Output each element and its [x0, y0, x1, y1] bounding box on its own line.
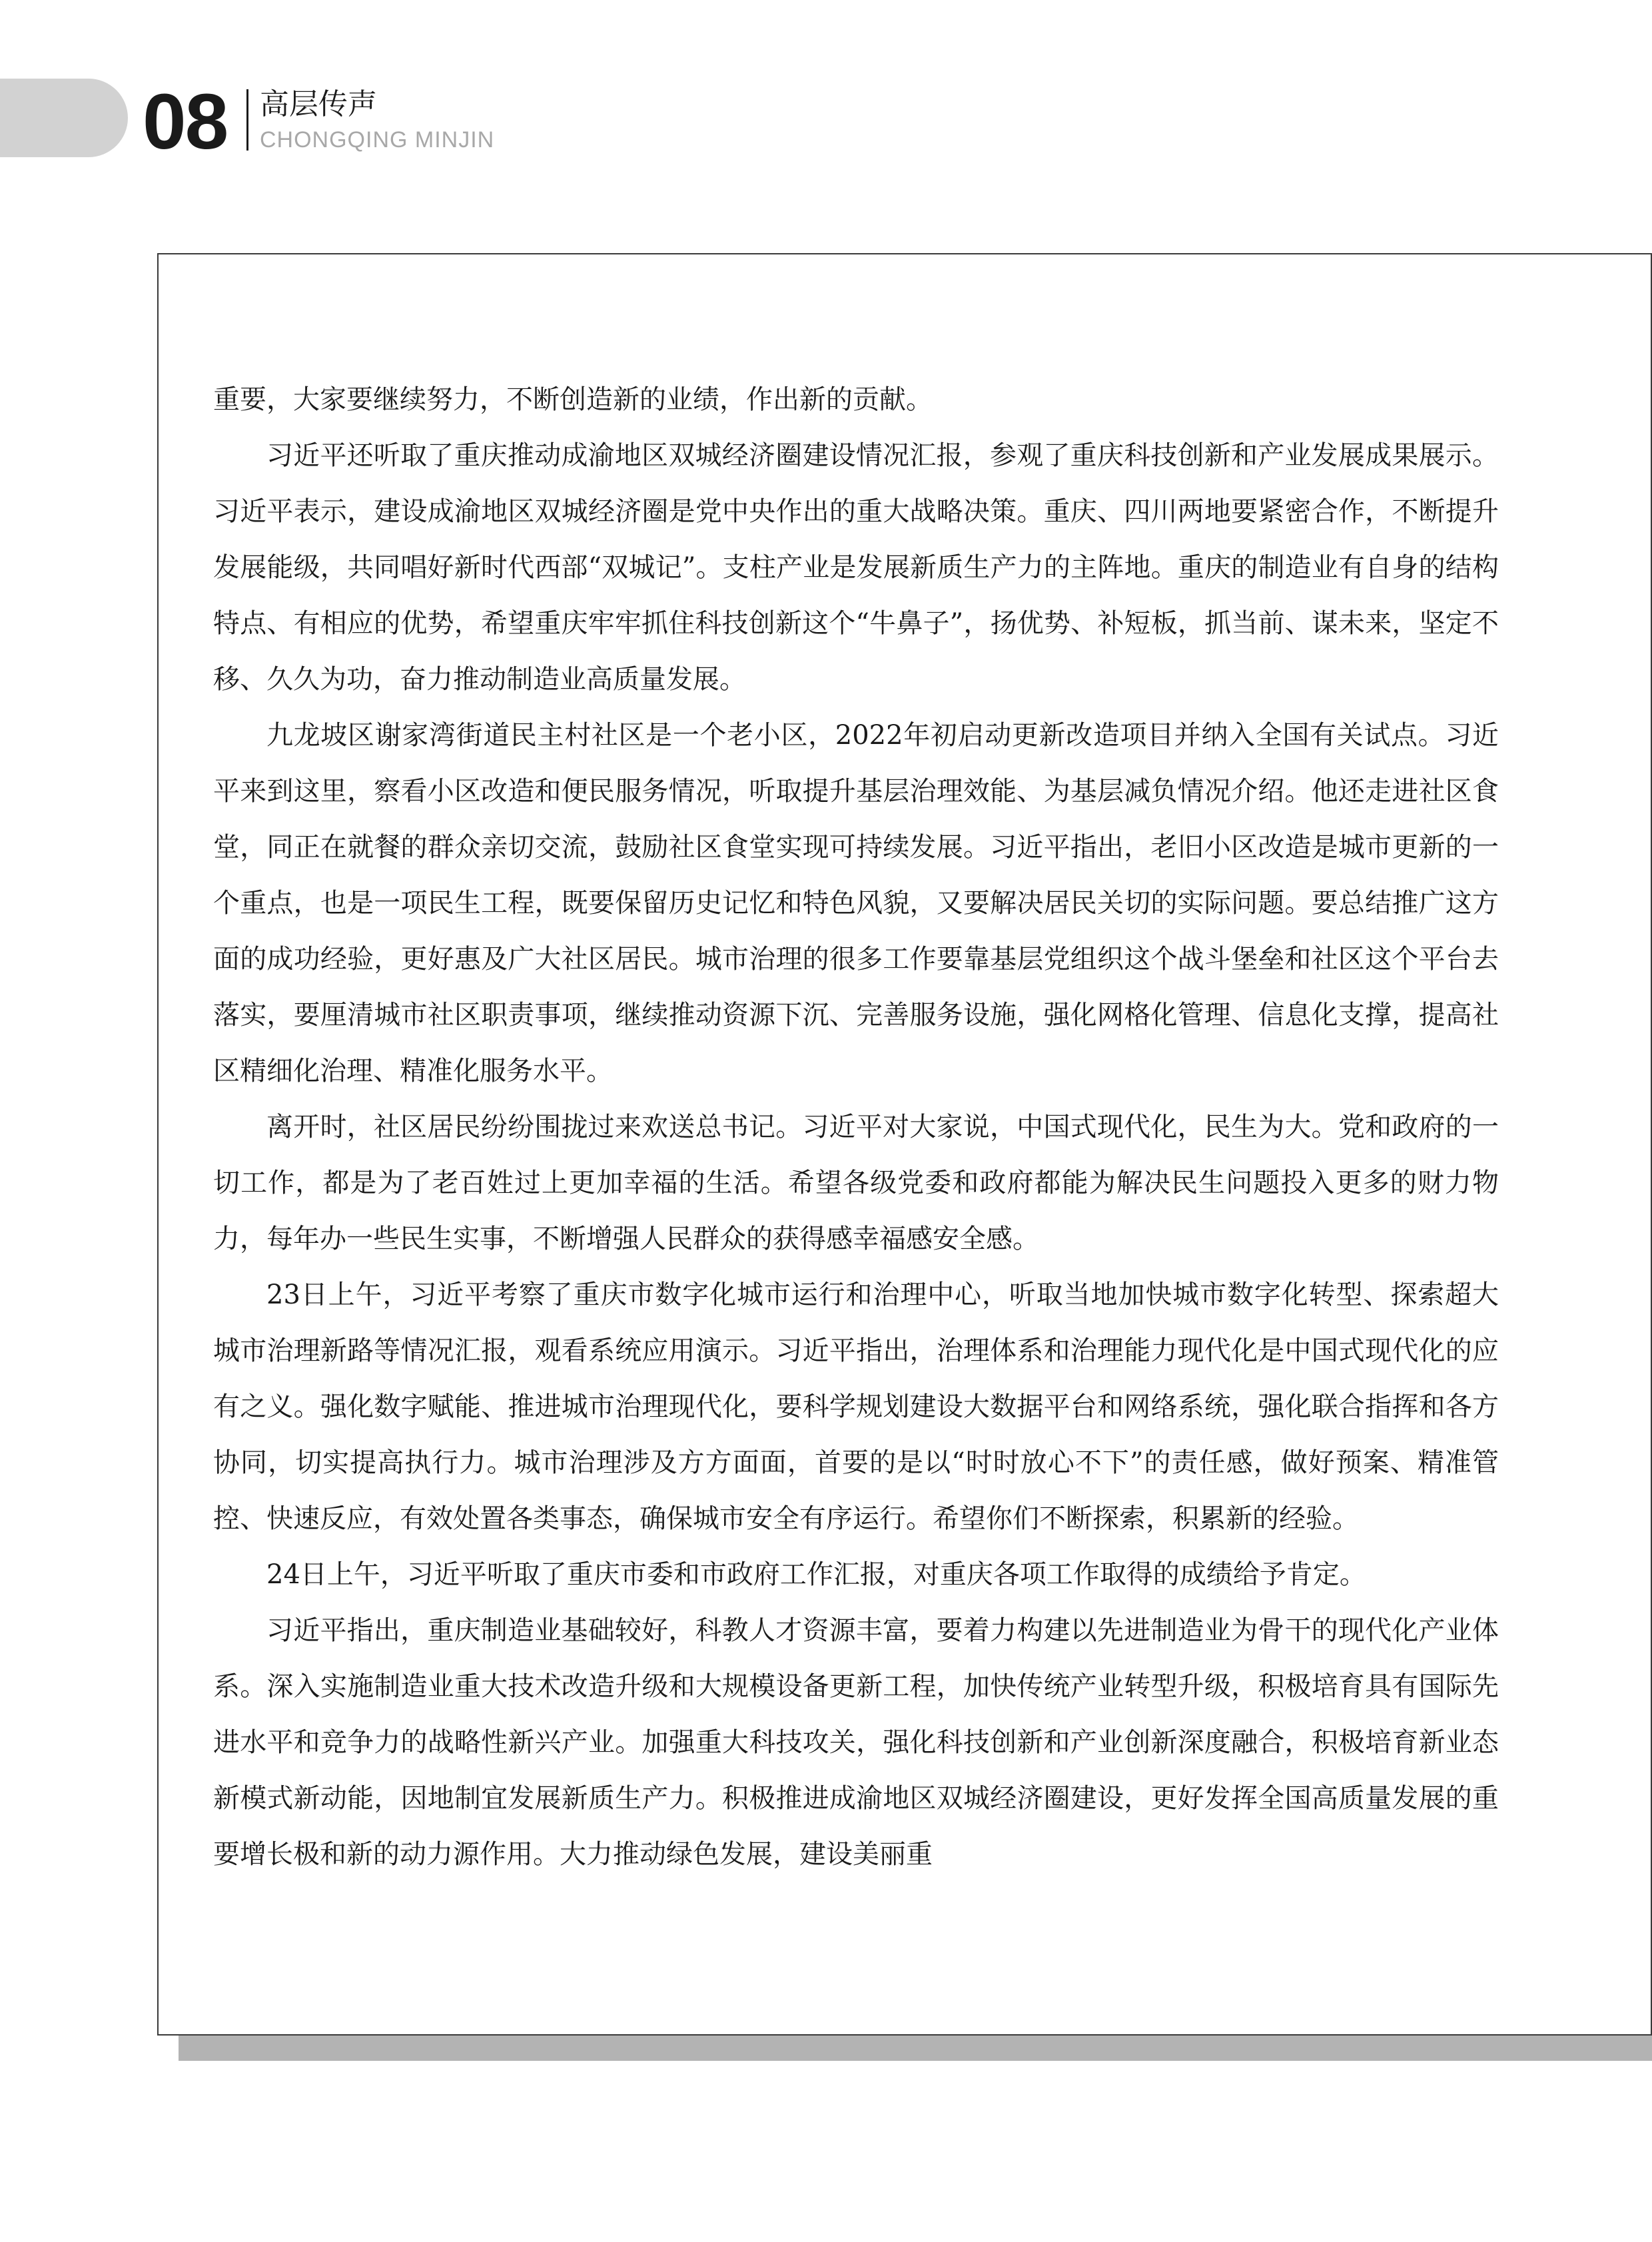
page-number: 08: [143, 78, 228, 166]
article-paragraph: 习近平还听取了重庆推动成渝地区双城经济圈建设情况汇报，参观了重庆科技创新和产业发展成果展示。习近平表示，建设成渝地区双城经济圈是党中央作出的重大战略决策。重庆、四川两地要紧密合作，不断提升发展能级，共同唱好新时代西部“双城记”。支柱产业是发展新质生产力的主阵地。重庆的制造业有自身的结构特点、有相应的优势，希望重庆牢牢抓住科技创新这个“牛鼻子”，扬优势、补短板，抓当前、谋未来，坚定不移、久久为功，奋力推动制造业高质量发展。: [213, 440, 1499, 695]
article-paragraph: 习近平指出，重庆制造业基础较好，科教人才资源丰富，要着力构建以先进制造业为骨干的现代化产业体系。深入实施制造业重大技术改造升级和大规模设备更新工程，加快传统产业转型升级，积极培育具有国际先进水平和竞争力的战略性新兴产业。加强重大科技攻关，强化科技创新和产业创新深度融合，积极培育新业态新模式新动能，因地制宜发展新质生产力。积极推进成渝地区双城经济圈建设，更好发挥全国高质量发展的重要增长极和新的动力源作用。大力推动绿色发展，建设美丽重: [213, 1615, 1499, 1870]
article-paragraph: 23日上午，习近平考察了重庆市数字化城市运行和治理中心，听取当地加快城市数字化转型、探索超大城市治理新路等情况汇报，观看系统应用演示。习近平指出，治理体系和治理能力现代化是中国式现代化的应有之义。强化数字赋能、推进城市治理现代化，要科学规划建设大数据平台和网络系统，强化联合指挥和各方协同，切实提高执行力。城市治理涉及方方面面，首要的是以“时时放心不下”的责任感，做好预案、精准管控、快速反应，有效处置各类事态，确保城市安全有序运行。希望你们不断探索，积累新的经验。: [213, 1280, 1499, 1534]
header-divider: [246, 89, 248, 151]
article-paragraph: 重要，大家要继续努力，不断创造新的业绩，作出新的贡献。: [213, 384, 933, 415]
article-paragraph: 九龙坡区谢家湾街道民主村社区是一个老小区，2022年初启动更新改造项目并纳入全国有关试点。习近平来到这里，察看小区改造和便民服务情况，听取提升基层治理效能、为基层减负情况介绍。他还走进社区食堂，同正在就餐的群众亲切交流，鼓励社区食堂实现可持续发展。习近平指出，老旧小区改造是城市更新的一个重点，也是一项民生工程，既要保留历史记忆和特色风貌，又要解决居民关切的实际问题。要总结推广这方面的成功经验，更好惠及广大社区居民。城市治理的很多工作要靠基层党组织这个战斗堡垒和社区这个平台去落实，要厘清城市社区职责事项，继续推动资源下沉、完善服务设施，强化网格化管理、信息化支撑，提高社区精细化治理、精准化服务水平。: [213, 720, 1499, 1086]
header-tab: [0, 79, 128, 157]
article-body: [213, 372, 1499, 1882]
section-title: 高层传声: [260, 87, 377, 121]
article-paragraph: 24日上午，习近平听取了重庆市委和市政府工作汇报，对重庆各项工作取得的成绩给予肯定。: [266, 1559, 1366, 1590]
article-paragraph: 离开时，社区居民纷纷围拢过来欢送总书记。习近平对大家说，中国式现代化，民生为大。党和政府的一切工作，都是为了老百姓过上更加幸福的生活。希望各级党委和政府都能为解决民生问题投入更多的财力物力，每年办一些民生实事，不断增强人民群众的获得感幸福感安全感。: [213, 1112, 1499, 1254]
section-subtitle: CHONGQING MINJIN: [260, 127, 495, 153]
